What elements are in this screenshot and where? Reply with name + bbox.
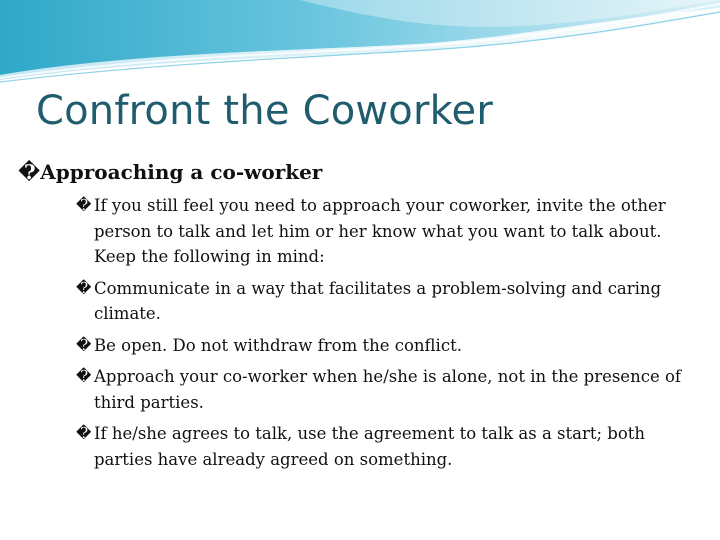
list-item xyxy=(76,421,706,472)
header-wave-decoration xyxy=(0,0,720,90)
bullet-marker: � xyxy=(76,278,92,297)
list-item-text: If you still feel you need to approach your coworker, invite the other person to talk and let him or her know what you want to talk about. Keep the following in mind: xyxy=(94,196,666,266)
list-item-text: Be open. Do not withdraw from the conflict. xyxy=(94,335,462,355)
list-item xyxy=(76,193,706,270)
list-item-text: If he/she agrees to talk, use the agreement to talk as a start; both parties have already agreed on something. xyxy=(94,424,646,469)
bullet-marker: � xyxy=(76,196,92,214)
slide-title: Confront the Coworker xyxy=(36,88,494,134)
bullet-marker: � xyxy=(76,367,92,385)
bullet-marker: � xyxy=(76,335,92,354)
list-item-text: Approach your co-worker when he/she is alone, not in the presence of third parties. xyxy=(94,367,681,412)
section-heading-text: Approaching a co-worker xyxy=(40,160,323,184)
bullet-marker: � xyxy=(76,424,92,442)
list-item xyxy=(76,333,706,359)
list-item-text: Communicate in a way that facilitates a problem-solving and caring climate. xyxy=(94,278,662,323)
section-heading xyxy=(18,160,322,184)
list-item xyxy=(76,364,706,415)
list-item xyxy=(76,276,706,327)
bullet-marker: � xyxy=(18,160,41,184)
bullet-list xyxy=(76,193,706,478)
